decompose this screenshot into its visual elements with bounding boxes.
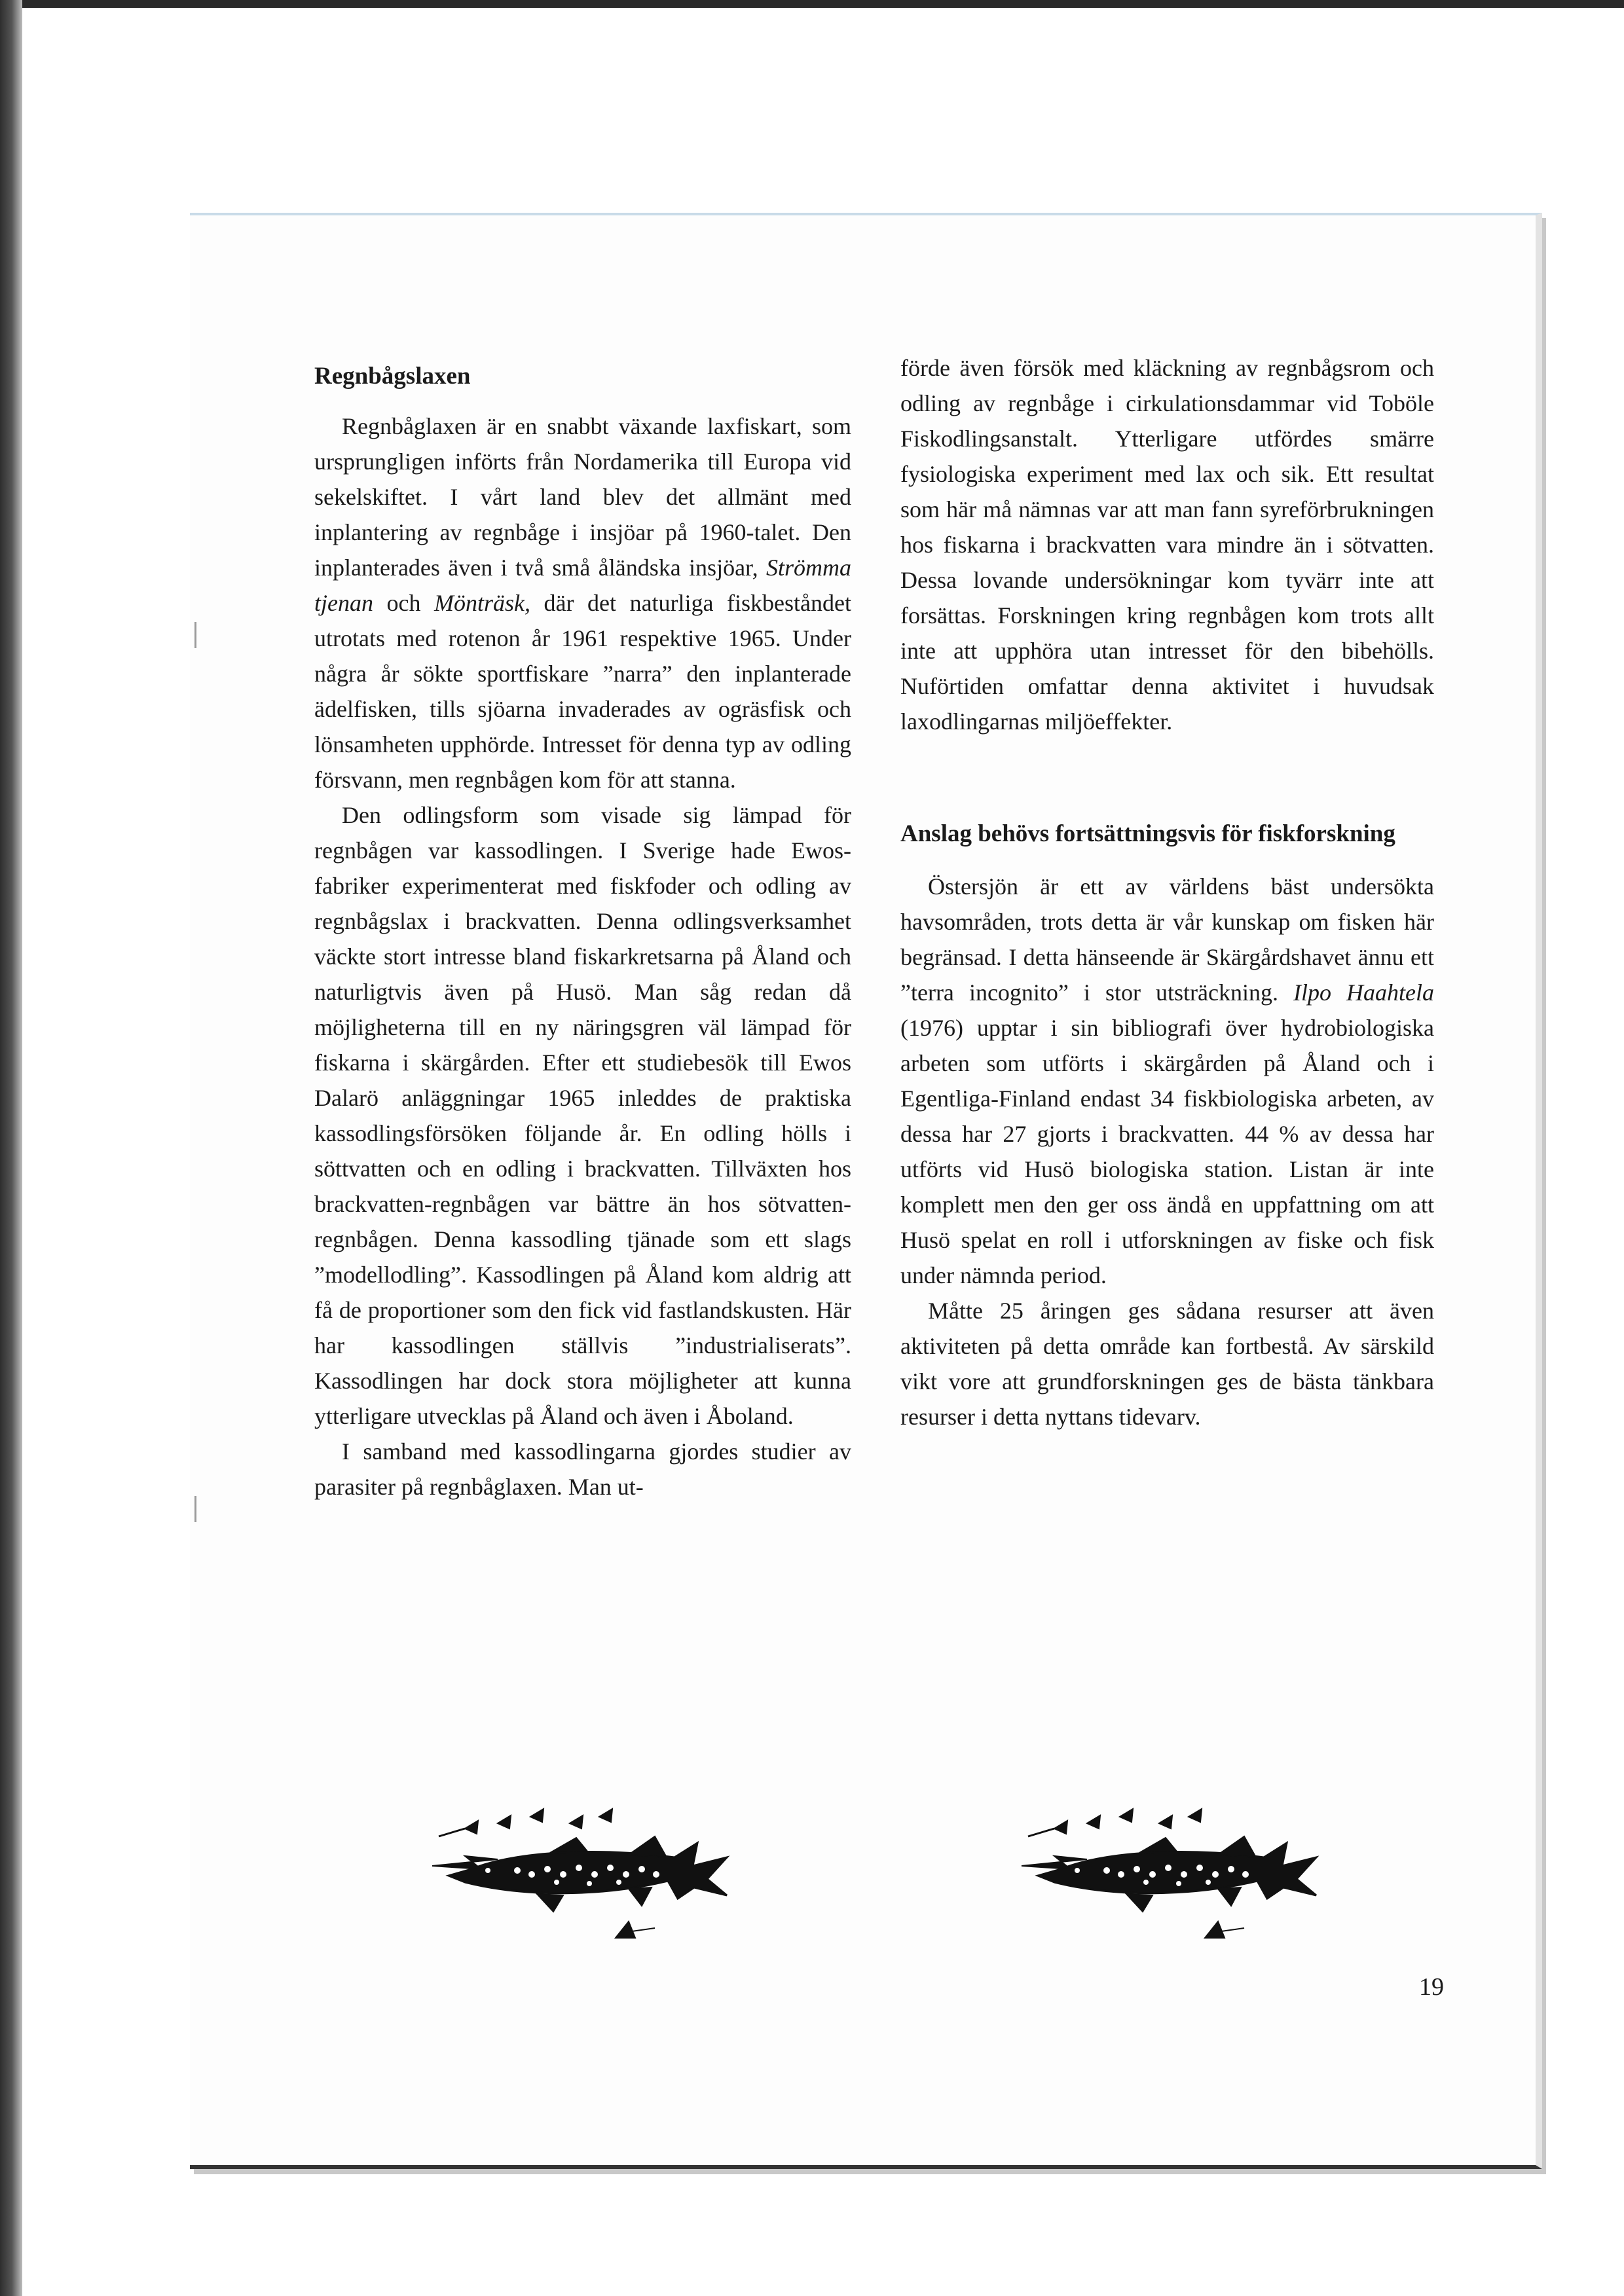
- pike-fish-with-insects-icon: [1008, 1797, 1336, 1954]
- paragraph-text: och: [373, 590, 435, 616]
- paragraph: [900, 869, 1434, 1293]
- paragraph-text: Östersjön är ett av världens bäst undersökta havsområden, trots detta är vår kunskap om fisken här begränsad. I detta hänseende är Skärgårdshavet ännu ett ”terra incognito” i stor utsträckning.: [900, 873, 1434, 1006]
- scan-top-edge: [0, 0, 1624, 8]
- paragraph: Den odlingsform som visade sig lämpad för regnbågen var kassodlingen. I Sverige hade Ewos-fabriker experimenterat med fiskfoder och odling av regnbågslax i brackvatten. Denna odlingsverksamhet väckte stort intresse bland fiskarkretsarna på Åland och naturligtvis även på Husö. Man såg redan då möjligheterna till en ny näringsgren väl lämpad för fiskarna i skärgården. Efter ett studiebesök till Ewos Dalarö anläggningar 1965 inleddes de praktiska kassodlingsförsöken följande år. En odling hölls i söttvatten och en odling i brackvatten. Tillväxten hos brackvatten-regnbågen var bättre än hos sötvatten-regnbågen. Denna kassodling tjänade som ett slags ”modellodling”. Kassodlingen på Åland kom aldrig att få de proportioner som den fick vid fastlandskusten. Här har kassodlingen ställvis ”industrialiserats”. Kassodlingen har dock stora möjligheter att kunna ytterligare utvecklas på Åland och även i Åboland.: [314, 802, 851, 1429]
- right-column: [900, 350, 1434, 1434]
- page-number: 19: [1419, 1973, 1444, 2001]
- paragraph: [314, 409, 851, 797]
- paragraph-text: Regnbåglaxen är en snabbt växande laxfiskart, som ursprungligen införts från Nordamerika till Europa vid sekelskiftet. I vårt land blev det allmänt med inplantering av regnbåge i insjöar på 1960-talet. Den inplanterades även i två små åländska insjöar,: [314, 413, 851, 581]
- paragraph: I samband med kassodlingarna gjordes studier av parasiter på regnbåglaxen. Man ut-: [314, 1438, 851, 1500]
- left-column: [314, 359, 851, 1504]
- staple-mark: [194, 1496, 196, 1522]
- lake-name: Mönträsk,: [434, 590, 531, 616]
- section-heading-anslag: Anslag behövs fortsättningsvis för fiskforskning: [900, 820, 1395, 847]
- lake-name: Strömma tjenan: [314, 555, 851, 616]
- paragraph-text: (1976) upptar i sin bibliografi över hydrobiologiska arbeten som utförts i skärgården på Åland och i Egentliga-Finland endast 34 fiskbiologiska arbeten, av dessa har 27 gjorts i brackvatten. 44 % av dessa har utförts vid Husö biologiska station. Listan är inte komplett men den ger oss ändå en uppfattning om att Husö spelat en roll i utforskningen av fiske och fisk under nämnda period.: [900, 1015, 1434, 1288]
- staple-mark: [194, 622, 196, 648]
- pike-fish-with-insects-icon: [419, 1797, 747, 1954]
- author-name: Ilpo Haahtela: [1293, 979, 1434, 1006]
- scan-left-edge: [0, 0, 22, 2296]
- paragraph: Måtte 25 åringen ges sådana resurser att även aktiviteten på detta område kan fortbestå. Av särskild vikt vore att grundforskningen ges de bästa tänkbara resurser i detta nyttans tidevarv.: [900, 1298, 1434, 1430]
- paragraph-text: där det naturliga fiskbeståndet utrotats med rotenon år 1961 respektive 1965. Under några år sökte sportfiskare ”narra” den inplanterade ädelfisken, tills sjöarna invaderades av ogräsfisk och lönsamheten upphörde. Intresset för denna typ av odling försvann, men regnbågen kom för att stanna.: [314, 590, 851, 793]
- section-heading-regnbagslaxen: Regnbågslaxen: [314, 363, 471, 390]
- paragraph-continued: förde även försök med kläckning av regnbågsrom och odling av regnbåge i cirkulationsdammar vid Toböle Fiskodlingsanstalt. Ytterligare utfördes smärre fysiologiska experiment med lax och sik. Ett resultat som här må nämnas var att man fann syreförbrukningen hos fiskarna i brackvatten vara mindre än i sötvatten. Dessa lovande undersökningar kom tyvärr inte att forsättas. Forskningen kring regnbågen kom trots allt inte att upphöra utan intresset för den bibehölls. Nuförtiden omfattar denna aktivitet i huvudsak laxodlingarnas miljöeffekter.: [900, 355, 1434, 735]
